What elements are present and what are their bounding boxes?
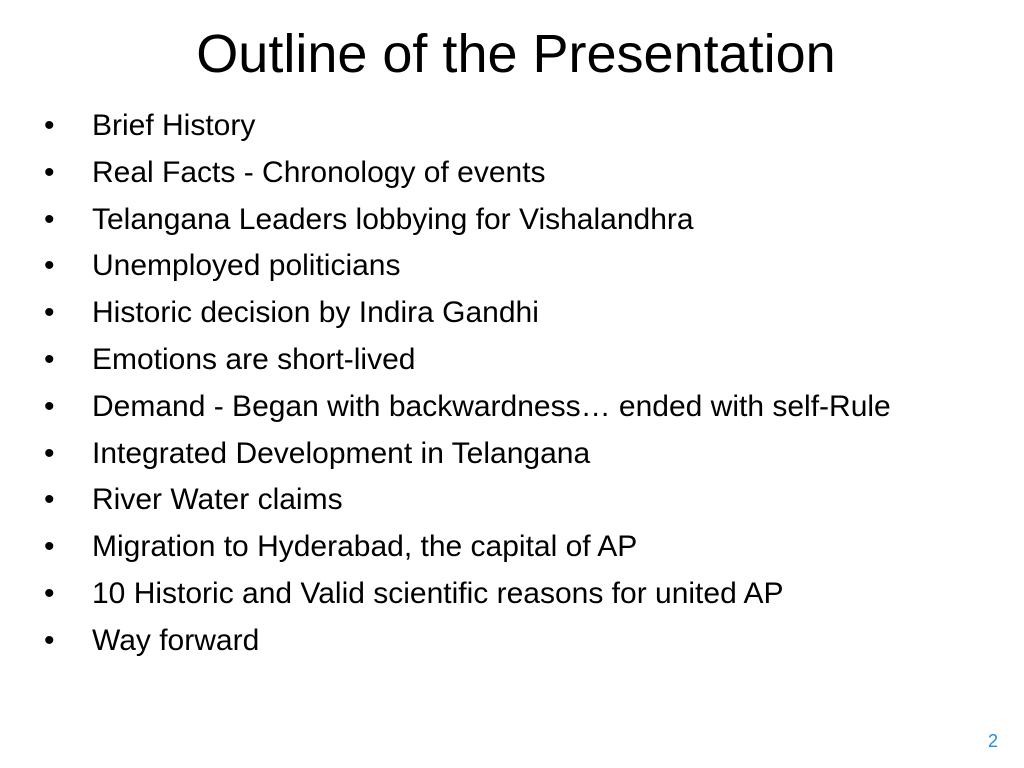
bullet-text: Unemployed politicians [92, 249, 401, 283]
slide-number: 2 [987, 731, 998, 751]
bullet-text: Integrated Development in Telangana [92, 436, 591, 470]
bullet-text: Migration to Hyderabad, the capital of AP [92, 530, 638, 564]
bullet-text: Telangana Leaders lobbying for Vishalandhra [92, 202, 694, 236]
bullet-icon: • [44, 389, 55, 423]
slide-title: Outline of the Presentation [196, 24, 836, 84]
bullet-icon: • [44, 249, 55, 283]
bullet-icon: • [44, 483, 55, 517]
bullet-icon: • [44, 436, 55, 470]
bullet-text: River Water claims [92, 483, 343, 517]
bullet-text: Emotions are short-lived [92, 342, 416, 376]
bullet-text: 10 Historic and Valid scientific reasons for united AP [92, 576, 784, 610]
bullet-icon: • [44, 576, 55, 610]
bullet-icon: • [44, 202, 55, 236]
bullet-icon: • [44, 342, 55, 376]
bullet-icon: • [44, 155, 55, 189]
bullet-text: Brief History [92, 109, 256, 142]
bullet-text: Demand - Began with backwardness… ended with self-Rule [92, 389, 891, 423]
bullet-icon: • [44, 623, 55, 657]
bullet-text: Historic decision by Indira Gandhi [92, 296, 539, 330]
bullet-icon: • [44, 530, 55, 564]
bullet-text: Real Facts - Chronology of events [92, 155, 546, 189]
bullet-icon: • [44, 296, 55, 330]
bullet-icon: • [44, 109, 55, 142]
bullet-text: Way forward [92, 623, 260, 657]
